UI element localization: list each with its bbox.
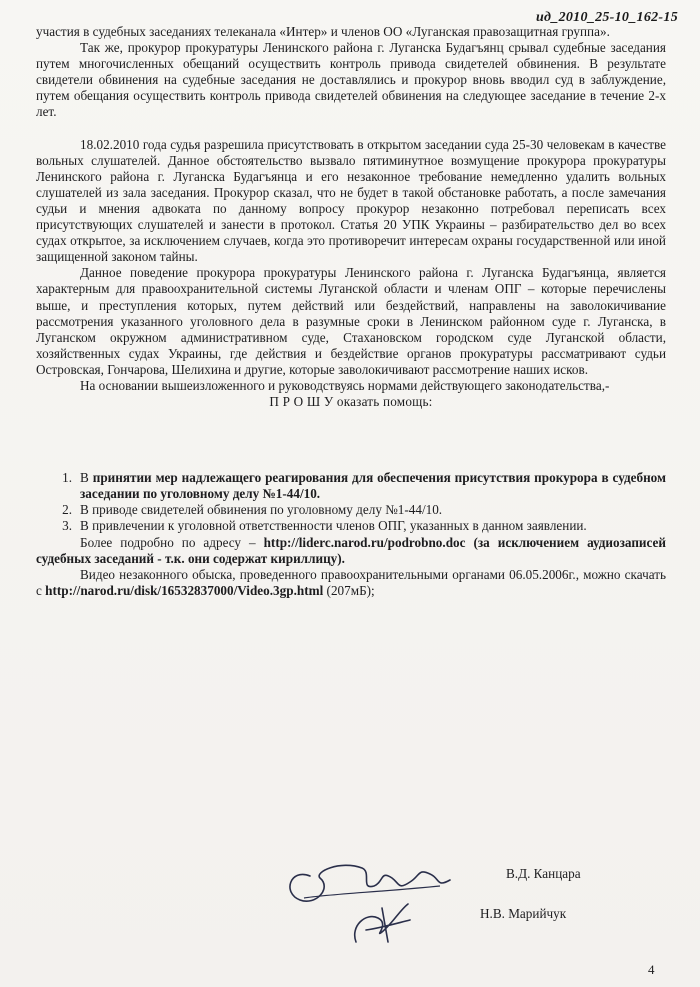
more-info-note: (за исключением аудиозаписей судебных заседаний - т.к. они содержат кириллицу). <box>36 534 666 566</box>
paragraph-4: Данное поведение прокурора прокуратуры Ленинского района г. Луганска Будагъянца, является характерным для правоохранительной системы Луганской области и членам ОПГ – которые перечислены выше, и преступления которых, путем действий или бездействий, направлены на заволокичивание рассмотрения указанного уголовного дела в разумные сроки в Ленинском районном суде г. Луганска, в Луганском окружном административном суде, Стахановском городском суде Луганской области, хозяйственных судах Украины, где действия и бездействие органов прокуратуры рассматривают судьи Островская, Гончарова, Шелихина и другие, которые заволокичивают рассмотрение наших исков. <box>36 265 666 377</box>
paragraph-5: На основании вышеизложенного и руководствуясь нормами действующего законодательства,- <box>80 377 610 393</box>
list-item-text: В <box>80 470 93 486</box>
more-info-link: http://liderc.narod.ru/podrobno.doc <box>263 534 466 550</box>
list-item-number: 1. <box>62 470 72 486</box>
document-id: ид_2010_25-10_162-15 <box>535 10 678 25</box>
list-item <box>36 518 666 534</box>
request-list <box>36 470 666 534</box>
video-size: (207мБ); <box>323 582 375 598</box>
signer-name-2: Н.В. Марийчук <box>480 906 567 921</box>
more-info-paragraph: Более подробно по адресу – http://liderc.narod.ru/podrobno.doc (за исключением аудиозаписей судебных заседаний - т.к. они содержат кириллицу). <box>36 534 666 566</box>
video-paragraph: Видео незаконного обыска, проведенного правоохранительными органами 06.05.2006г., можно скачать с http://narod.ru/disk/16532837000/Video.3gp.html (207мБ); <box>36 566 666 598</box>
list-item-number: 2. <box>62 502 72 518</box>
list-item-number: 3. <box>62 518 72 534</box>
signature-image <box>270 838 470 948</box>
paragraph-1: участия в судебных заседаниях телеканала «Интер» и членов ОО «Луганская правозащитная группа». <box>36 24 610 39</box>
request-heading: П Р О Ш У оказать помощь: <box>269 394 433 410</box>
signer-name-1: В.Д. Канцара <box>506 866 581 881</box>
list-item-bold-text: принятии мер надлежащего реагирования для обеспечения присутствия прокурора в судебном заседании по уголовному делу №1-44/10. <box>80 470 667 502</box>
list-item-text: В привлечении к уголовной ответственности членов ОПГ, указанных в данном заявлении. <box>80 518 587 534</box>
paragraph-3: 18.02.2010 года судья разрешила присутствовать в открытом заседании суда 25-30 человекам в качестве вольных слушателей. Данное обстоятельство вызвало пятиминутное возмущение прокурора прокуратуры Ленинского района г. Луганска Будагъянца и его незаконное требование немедленно удалить вольных слушателей из зала заседания. Прокурор сказал, что не будет в такой обстановке работать, а после замечания судьи и мнения адвоката по данному вопросу прокурор незаконно потребовал переписать всех присутствующих слушателей и занести в протокол. Статья 20 УПК Украины – разбирательство дел во всех судах открытое, за исключением случаев, когда это противоречит интересам охраны государственной или иной защищенной законом тайны. <box>36 136 666 265</box>
page-number: 4 <box>648 962 655 977</box>
document-body <box>36 24 666 599</box>
paragraph-2: Так же, прокурор прокуратуры Ленинского района г. Луганска Будагъянц срывал судебные заседания путем многочисленных обещаний осуществить контроль привода свидетелей обвинения. В результате свидетели обвинения на судебные заседания не доставлялись и прокурор вновь вводил суд в заблуждение, путем обещания осуществить контроль привода свидетелей обвинения на следующее заседание в течение 2-х лет. <box>36 40 666 120</box>
list-item-text: В приводе свидетелей обвинения по уголовному делу №1-44/10. <box>80 502 443 518</box>
video-link: http://narod.ru/disk/16532837000/Video.3gp.html <box>45 582 324 598</box>
list-item <box>36 470 666 502</box>
list-item <box>36 502 666 518</box>
